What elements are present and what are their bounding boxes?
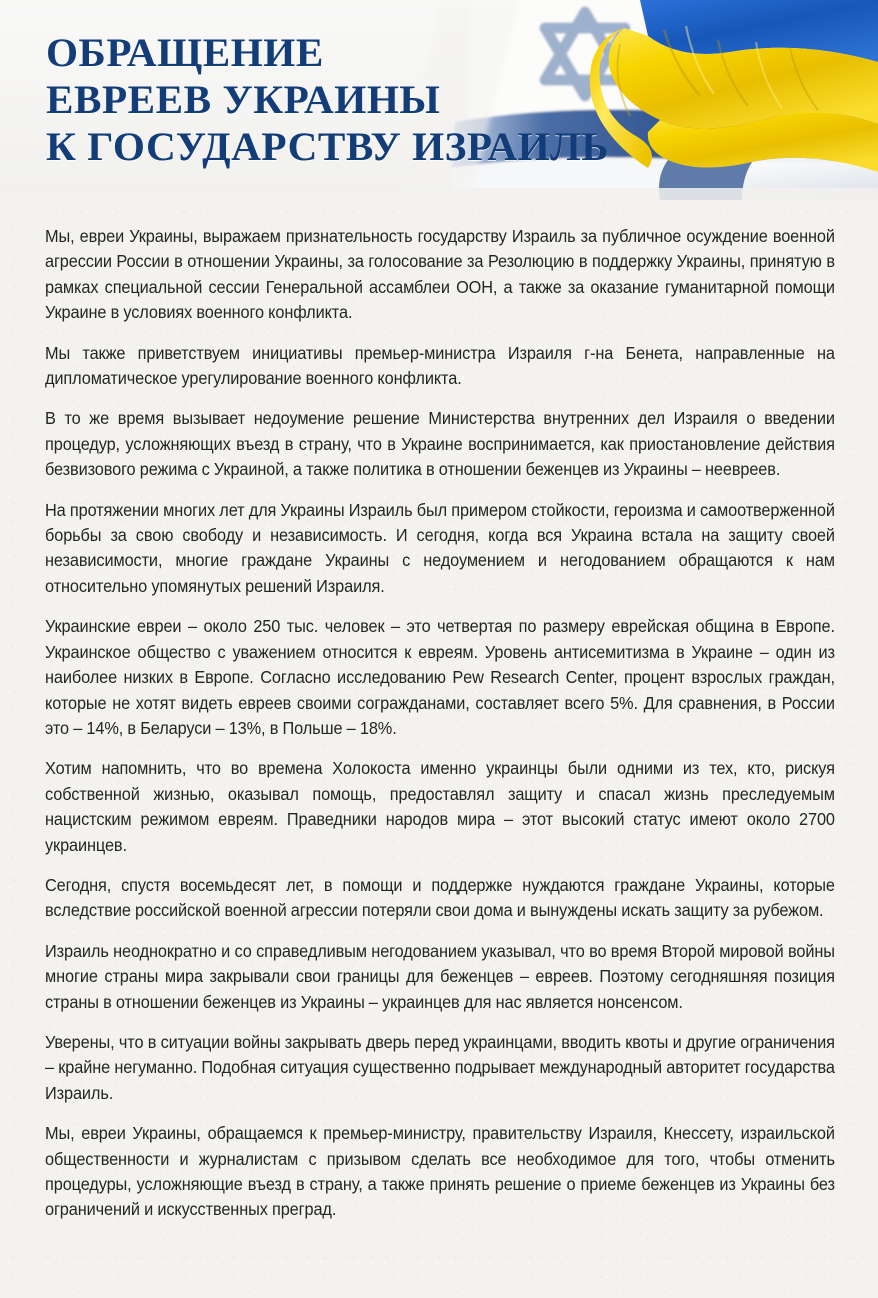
body-paragraph: Мы также приветствуем инициативы премьер-министра Израиля г-на Бенета, направленные на дипломатическое урегулирование военного конфликта. [45, 343, 835, 389]
body-paragraph: Мы, евреи Украины, выражаем признательность государству Израиль за публичное осуждение военной агрессии России в отношении Украины, за голосование за Резолюцию в поддержку Украины, принятую в рамках специальной сессии Генеральной ассамблеи ООН, а также за оказание гуманитарной помощи Украине в условиях военного конфликта. [45, 227, 835, 323]
header-banner [0, 0, 878, 200]
title-line-2: ЕВРЕЕВ УКРАИНЫ [46, 77, 441, 122]
body-paragraph: Украинские евреи – около 250 тыс. человек – это четвертая по размеру еврейская община в Европе. Украинское общество с уважением относится к евреям. Уровень антисемитизма в Украине – один из наиболее низких в Европе. Согласно исследованию Pew Research Center, процент взрослых граждан, которые не хотят видеть евреев своими согражданами, составляет всего 5%. Для сравнения, в России это – 14%, в Беларуси – 13%, в Польше – 18%. [45, 617, 835, 738]
body-paragraph: Сегодня, спустя восемьдесят лет, в помощи и поддержке нуждаются граждане Украины, которые вследствие российской военной агрессии потеряли свои дома и вынуждены искать защиту за рубежом. [45, 875, 835, 921]
body-paragraph: На протяжении многих лет для Украины Израиль был примером стойкости, героизма и самоотверженной борьбы за свою свободу и независимость. И сегодня, когда вся Украина встала на защиту своей независимости, многие граждане Украины с недоумением и негодованием обращаются к нам относительно упомянутых решений Израиля. [45, 500, 835, 596]
body-paragraph: Израиль неоднократно и со справедливым негодованием указывал, что во время Второй мировой войны многие страны мира закрывали свои границы для беженцев – евреев. Поэтому сегодняшняя позиция страны в отношении беженцев из Украины – украинцев для нас является нонсенсом. [45, 941, 835, 1012]
page-title [46, 30, 610, 174]
title-line-3: К ГОСУДАРСТВУ ИЗРАИЛЬ [46, 124, 610, 169]
title-line-1: ОБРАЩЕНИЕ [46, 30, 324, 75]
document-body [0, 200, 878, 1223]
body-paragraph: Хотим напомнить, что во времена Холокоста именно украинцы были одними из тех, кто, рискуя собственной жизнью, оказывал помощь, предоставлял защиту и спасал жизнь преследуемым нацистским режимом евреям. Праведники народов мира – этот высокий статус имеют около 2700 украинцев. [45, 759, 835, 855]
body-paragraph: В то же время вызывает недоумение решение Министерства внутренних дел Израиля о введении процедур, усложняющих въезд в страну, что в Украине воспринимается, как приостановление действия безвизового режима с Украиной, а также политика в отношении беженцев из Украины – неевреев. [45, 409, 835, 480]
body-paragraph: Уверены, что в ситуации войны закрывать дверь перед украинцами, вводить квоты и другие ограничения – крайне негуманно. Подобная ситуация существенно подрывает международный авторитет государства Израиль. [45, 1032, 835, 1103]
body-paragraph: Мы, евреи Украины, обращаемся к премьер-министру, правительству Израиля, Кнессету, израильской общественности и журналистам с призывом сделать все необходимое для того, чтобы отменить процедуры, усложняющие въезд в страну, а также принять решение о приеме беженцев из Украины без ограничений и искусственных преград. [45, 1124, 835, 1220]
